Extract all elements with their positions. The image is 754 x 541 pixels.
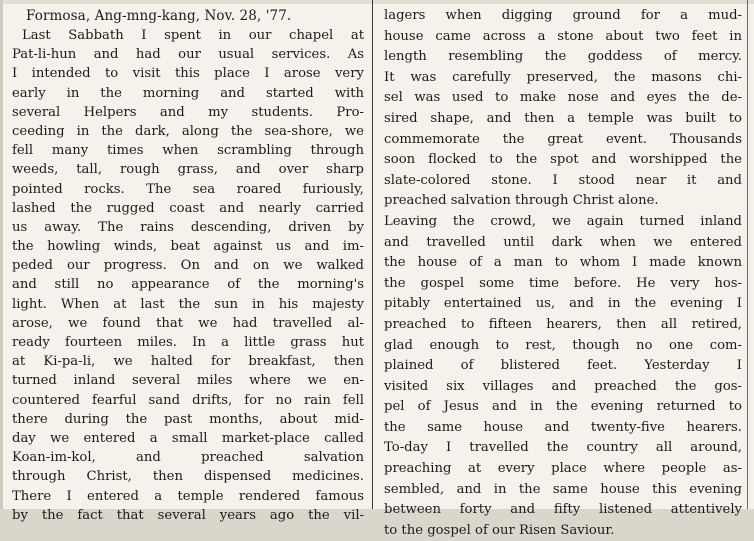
text-line: visited six villages and preached the gos- — [384, 378, 742, 394]
text-line: light. When at last the sun in his majesty — [12, 296, 364, 312]
text-line: preached salvation through Christ alone. — [384, 193, 659, 209]
text-line: Pat-li-hun and had our usual services. As — [12, 47, 364, 63]
text-line: peded our progress. On and on we walked — [12, 258, 364, 274]
text-line: Leaving the crowd, we again turned inland — [384, 213, 742, 229]
text-line: plained of blistered feet. Yesterday I — [384, 358, 742, 374]
text-line: weeds, tall, rough grass, and over sharp — [12, 162, 364, 178]
text-line: at Ki-pa-li, we halted for breakfast, then — [12, 354, 364, 370]
text-line: sembled, and in the same house this evening — [384, 481, 742, 497]
text-line: preaching at every place where people as- — [384, 461, 742, 477]
text-line: us away. The rains descending, driven by — [12, 219, 364, 235]
text-line: countered fearful sand drifts, for no rain fell — [12, 392, 364, 408]
text-line: To-day I travelled the country all around, — [384, 440, 742, 456]
dateline: Formosa, Ang-mng-kang, Nov. 28, '77. — [26, 8, 292, 24]
text-line: length resembling the goddess of mercy. — [384, 49, 742, 65]
text-line: commemorate the great event. Thousands — [384, 131, 742, 147]
text-line: slate-colored stone. I stood near it and — [384, 172, 742, 188]
text-line: the house of a man to whom I made known — [384, 255, 742, 271]
text-line: Last Sabbath I spent in our chapel at — [22, 28, 364, 43]
text-line: sired shape, and then a temple was built to — [384, 110, 742, 126]
scan-edge-left — [0, 0, 3, 509]
text-line: I intended to visit this place I arose very — [12, 66, 364, 82]
text-line: sel was used to make nose and eyes the de- — [384, 90, 742, 106]
text-line: ready fourteen miles. In a little grass hut — [12, 335, 364, 350]
text-line: lashed the rugged coast and nearly carried — [12, 200, 364, 216]
text-line: lagers when digging ground for a mud- — [384, 8, 742, 23]
text-line: early in the morning and started with — [12, 85, 364, 101]
clipping-right-edge — [747, 0, 748, 509]
left-column — [12, 6, 364, 525]
text-line: the howling winds, beat against us and im- — [12, 239, 364, 255]
text-line: fell many times when scrambling through — [12, 143, 364, 159]
scan-edge-top — [0, 0, 754, 4]
text-line: day we entered a small market-place called — [12, 430, 364, 446]
text-line: preached to fifteen hearers, then all retired, — [384, 316, 742, 332]
text-line: several Helpers and my students. Pro- — [12, 104, 364, 120]
text-line: there during the past months, about mid- — [12, 411, 364, 427]
text-line: Koan-im-kol, and preached salvation — [12, 450, 364, 466]
text-line: pitably entertained us, and in the evening I — [384, 296, 742, 312]
text-line: through Christ, then dispensed medicines. — [12, 469, 364, 485]
text-line: pointed rocks. The sea roared furiously, — [12, 181, 364, 197]
text-line: between forty and fifty listened attentively — [384, 502, 742, 518]
right-column — [384, 6, 742, 541]
text-line: the gospel some time before. He very hos- — [384, 275, 742, 291]
text-line: It was carefully preserved, the masons chi- — [384, 69, 742, 85]
text-line: arose, we found that we had travelled al- — [12, 315, 364, 331]
text-line: the same house and twenty-five hearers. — [384, 419, 742, 435]
text-line: glad enough to rest, though no one com- — [384, 337, 742, 353]
text-line: by the fact that several years ago the vil- — [12, 507, 364, 523]
text-line: and travelled until dark when we entered — [384, 234, 742, 250]
column-divider — [372, 0, 373, 509]
text-line: turned inland several miles where we en- — [12, 373, 364, 389]
text-line: soon flocked to the spot and worshipped the — [384, 152, 742, 168]
text-line: and still no appearance of the morning's — [12, 277, 364, 293]
text-line: house came across a stone about two feet in — [384, 28, 742, 44]
text-line: ceeding in the dark, along the sea-shore, we — [12, 123, 364, 139]
text-line: to the gospel of our Risen Saviour. — [384, 522, 615, 538]
text-line: There I entered a temple rendered famous — [12, 488, 364, 504]
text-line: pel of Jesus and in the evening returned to — [384, 399, 742, 415]
